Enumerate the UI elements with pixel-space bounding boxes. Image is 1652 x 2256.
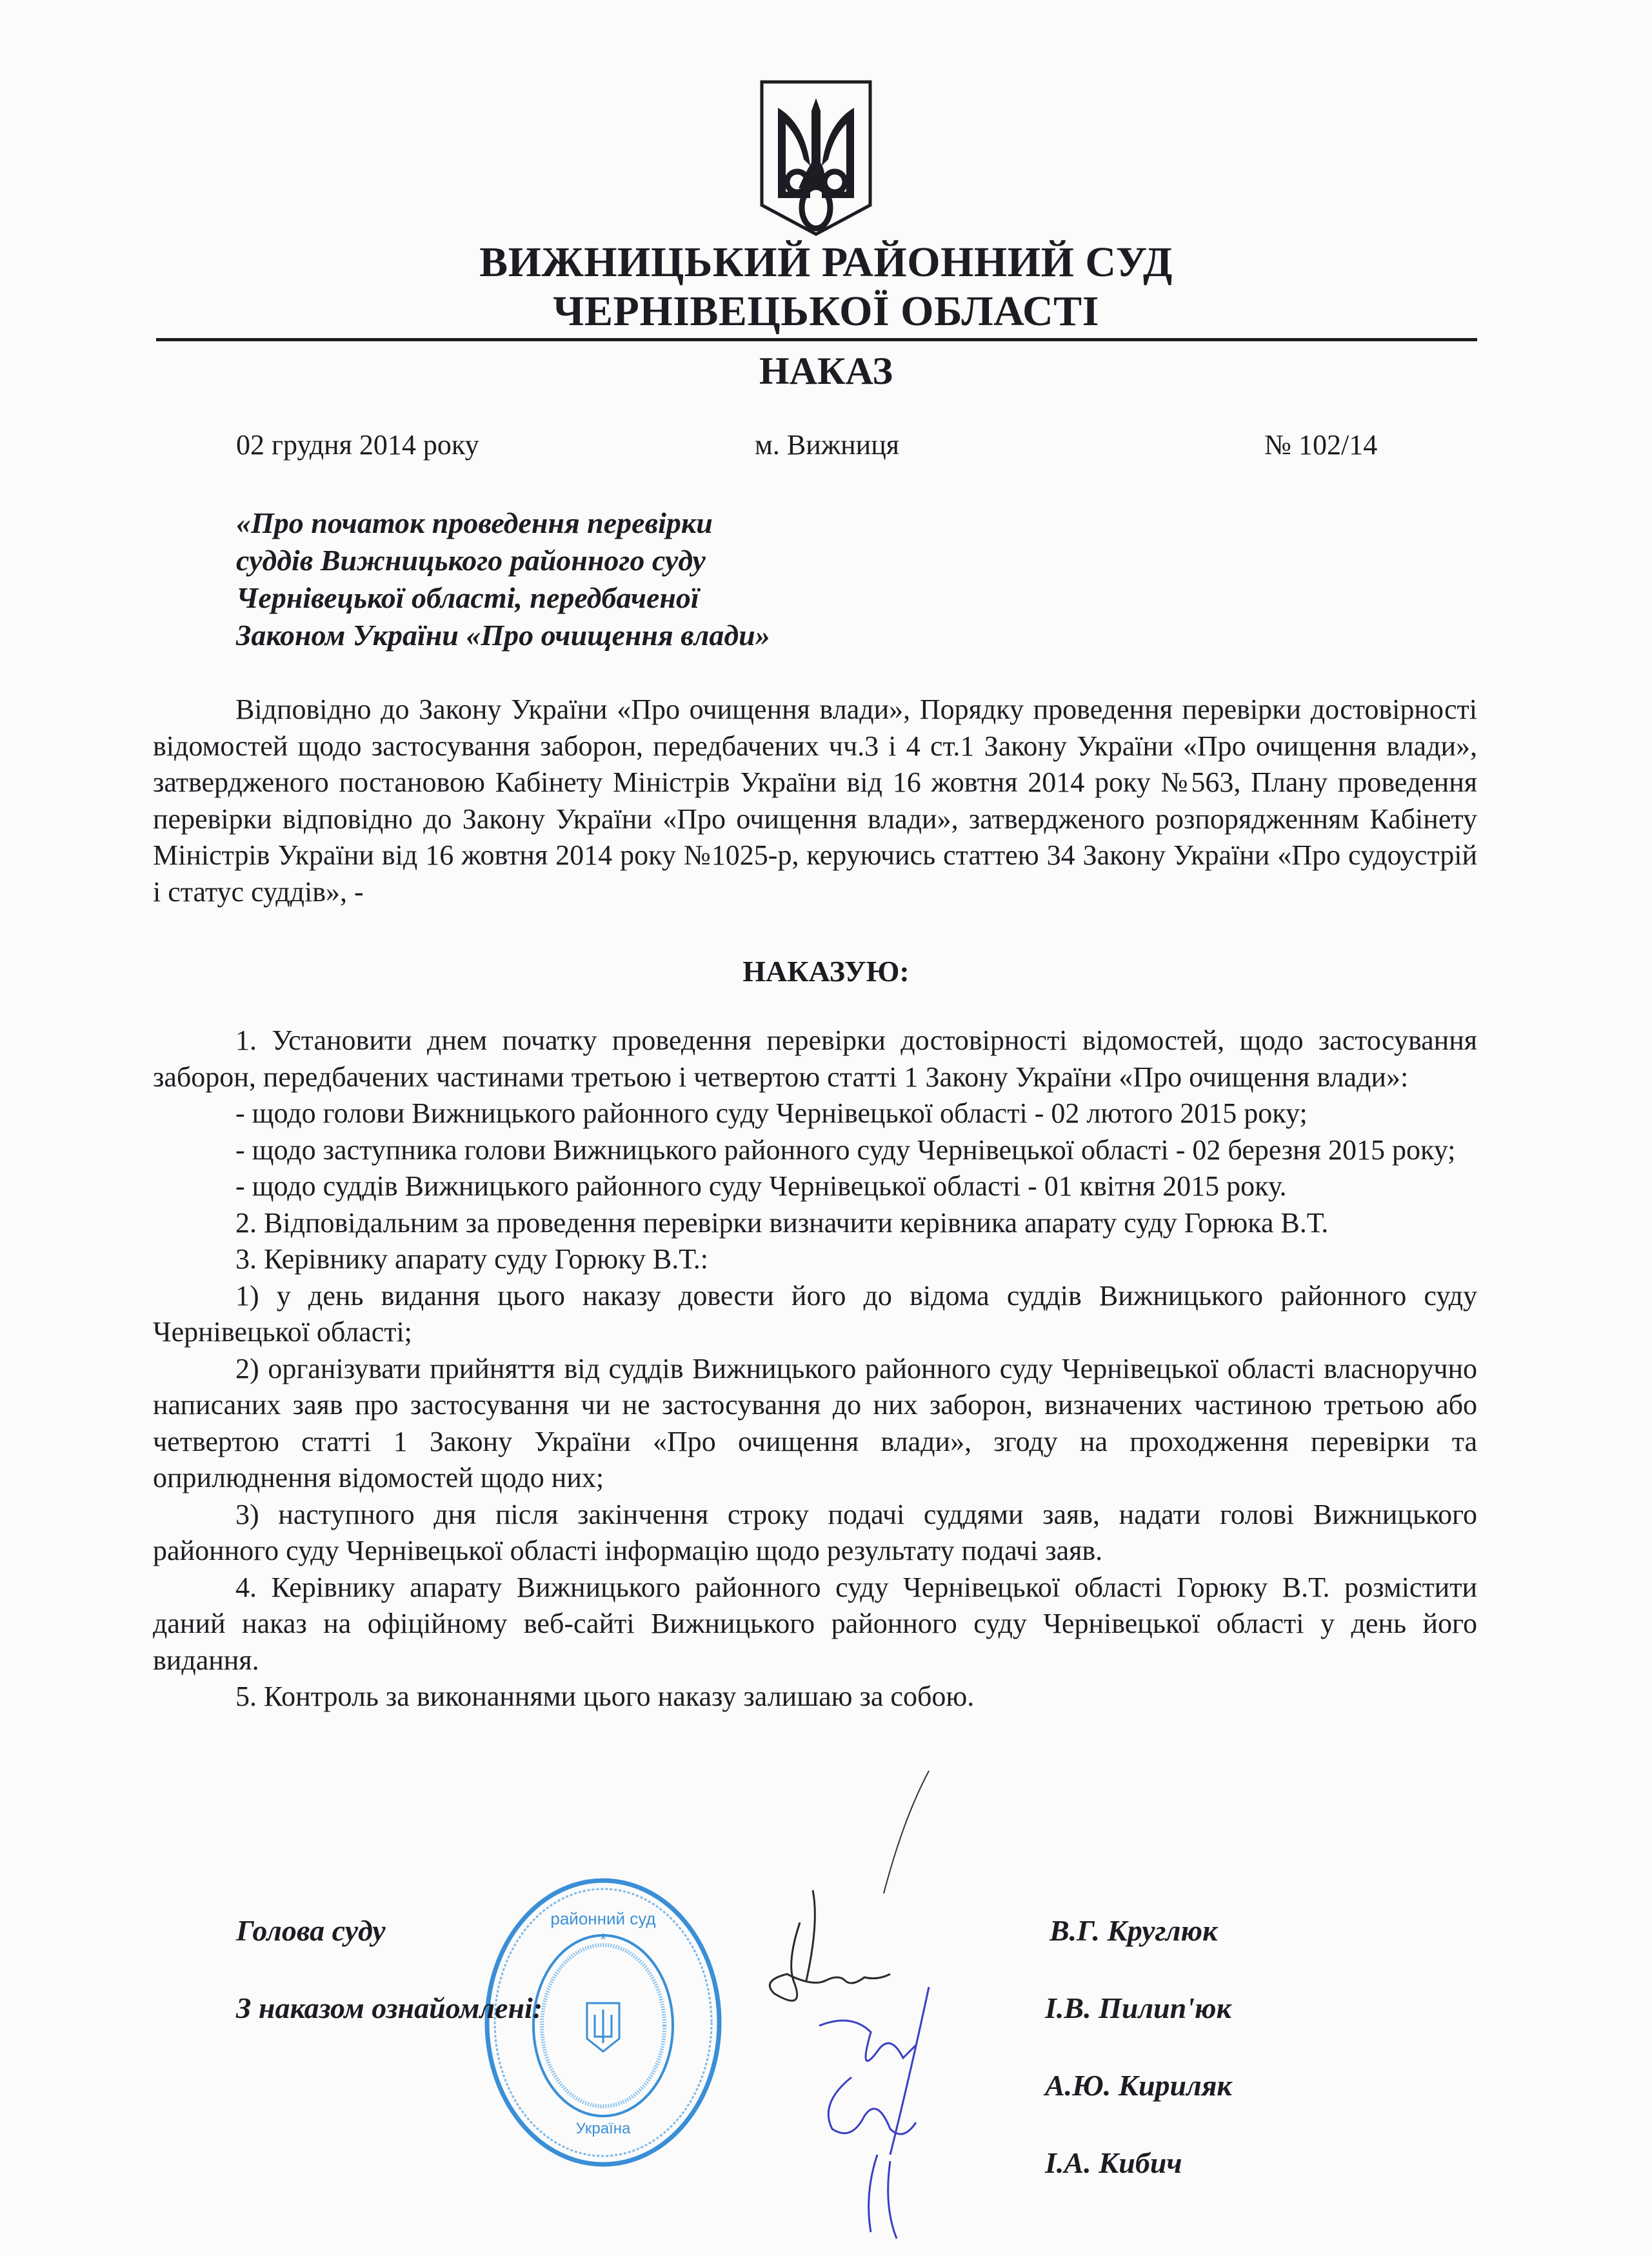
subject-line: «Про початок проведення перевірки: [236, 506, 713, 539]
svg-text:*: *: [599, 1930, 607, 1949]
stamp-outer-text: районний суд: [550, 1909, 656, 1928]
trident-emblem-icon: [759, 79, 873, 237]
head-name: В.Г. Круглюк: [1050, 1914, 1218, 1947]
order-item: 2) організувати прийняття від суддів Вижницького районного суду Чернівецької області власноручно написаних заяв про застосування чи не застосування до них заборон, визначених частиною третьою або четвертою статті 1 Закону України «Про очищення влади», згоду на проходження перевірки та оприлюднення відомостей щодо них;: [153, 1352, 1477, 1493]
order-item: 5. Контроль за виконаннями цього наказу залишаю за собою.: [235, 1681, 975, 1712]
order-subject: [236, 504, 770, 654]
order-item: - щодо заступника голови Вижницького районного суду Чернівецької області - 02 березня 2015 року;: [235, 1133, 1456, 1166]
order-number: № 102/14: [1264, 429, 1378, 461]
acquainted-name: А.Ю. Кириляк: [1045, 2069, 1232, 2102]
court-name-line1: ВИЖНИЦЬКИЙ РАЙОННИЙ СУД: [479, 239, 1173, 286]
court-name-line2: ЧЕРНІВЕЦЬКОЇ ОБЛАСТІ: [553, 288, 1099, 335]
pen-stroke: [864, 1768, 942, 1897]
order-items: [153, 1023, 1477, 1715]
subject-line: Законом України «Про очищення влади»: [236, 619, 770, 652]
order-item: 2. Відповідальним за проведення перевірки визначити керівника апарату суду Горюка В.Т.: [235, 1206, 1329, 1239]
order-item: 3) наступного дня після закінчення строку подачі суддями заяв, надати голові Вижницького районного суду Чернівецької області інформацію щодо результату подачі заяв.: [153, 1498, 1477, 1566]
order-item: 4. Керівнику апарату Вижницького районного суду Чернівецької області Горюку В.Т. розмістити даний наказ на офіційному веб-сайті Вижницького районного суду Чернівецької області у день його видання.: [153, 1571, 1477, 1676]
order-item: - щодо суддів Вижницького районного суду Чернівецької області - 01 квітня 2015 року.: [235, 1170, 1287, 1202]
document-type-title: НАКАЗ: [759, 350, 893, 392]
preamble-text: Відповідно до Закону України «Про очищення влади», Порядку проведення перевірки достовірності відомостей щодо застосування заборон, передбачених чч.3 і 4 ст.1 Закону України «Про очищення влади», затвердженого постановою Кабінету Міністрів України від 16 жовтня 2014 року №563, Плану проведення перевірки відповідно до Закону України «Про очищення влади», затвердженого розпорядженням Кабінету Міністрів України від 16 жовтня 2014 року №1025-р, керуючись статтею 34 Закону України «Про судоустрій і статус суддів», -: [153, 694, 1477, 908]
acquainted-name: І.В. Пилип'юк: [1045, 1991, 1231, 2024]
subject-line: Чернівецької області, передбаченої: [236, 581, 699, 614]
stamp-bottom-text: Україна: [575, 2120, 631, 2137]
order-item: 3. Керівнику апарату суду Горюку В.Т.:: [235, 1243, 708, 1275]
order-item: 1. Установити днем початку проведення перевірки достовірності відомостей, щодо застосування заборон, передбачених частинами третьою і четвертою статті 1 Закону України «Про очищення влади»:: [153, 1024, 1477, 1093]
subject-line: суддів Вижницького районного суду: [236, 544, 706, 577]
order-item: - щодо голови Вижницького районного суду Чернівецької області - 02 лютого 2015 року;: [235, 1097, 1308, 1129]
order-city: м. Вижниця: [755, 429, 900, 461]
header-divider: [156, 338, 1477, 341]
signatures-handwritten: [722, 1884, 1045, 2245]
order-heading: НАКАЗУЮ:: [742, 955, 910, 988]
order-item: 1) у день видання цього наказу довести його до відома суддів Вижницького районного суду Чернівецької області;: [153, 1279, 1477, 1348]
acquainted-name: І.А. Кибич: [1045, 2146, 1182, 2179]
preamble: [153, 692, 1477, 910]
acquainted-label: З наказом ознайомлені:: [236, 1991, 543, 2024]
order-date: 02 грудня 2014 року: [236, 429, 479, 461]
head-label: Голова суду: [236, 1914, 386, 1947]
